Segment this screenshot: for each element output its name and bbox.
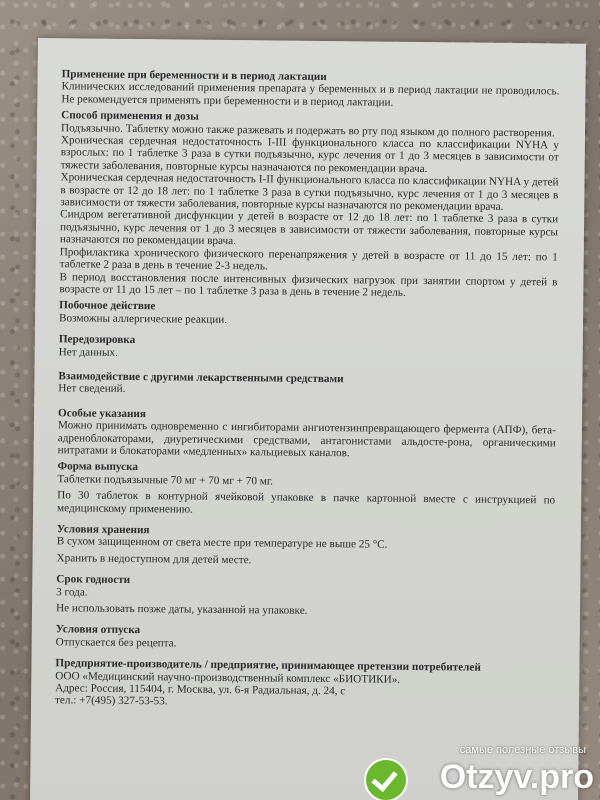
paragraph-manufacturer-address: Адрес: Россия, 115404, г. Москва, ул. 6-я Радиальная, д. 24, с [55, 682, 346, 698]
paragraph-pregnancy: Клинических исследований применения препарата у беременных и в период лактации не проводилось. Не рекомендуется применять при беременности и в период лактации. [61, 80, 560, 109]
leaflet-content [55, 68, 560, 712]
paragraph-release-form-1: Таблетки подъязычные 70 мг + 70 мг + 70 мг. [57, 473, 274, 488]
paragraph-dosage-2: Хроническая сердечная недостаточность I-III функционального класса по классификации NYHA у взрослых: по 1 таблетке 3 раза в сутки подъязычно, курс лечения от 1 до 3 месяцев в зависимости от тяжести заболевания, повторные курсы назначаются по рекомендации врача. [60, 134, 559, 175]
checkmark-icon [364, 758, 408, 800]
heading-dosage: Способ применения и дозы [61, 109, 199, 123]
paragraph-special-notes: Можно принимать одновременно с ингибиторами ангиотензинпревращающего фермента (АПФ), бета-адреноблокаторами, диуретическими средствами, антагонистами альдосте-рона, органическими нитратами и блокаторами «медленных» кальциевых каналов. [57, 419, 556, 460]
paragraph-overdose: Нет данных. [58, 345, 119, 359]
heading-pregnancy: Применение при беременности и в период лактации [61, 68, 327, 84]
paragraph-manufacturer-phone: тел.: +7(495) 327-53-53. [54, 694, 168, 708]
watermark-logo: Otzyv.pro [439, 758, 594, 796]
heading-dispensing: Условия отпуска [55, 623, 141, 637]
paragraph-manufacturer-name: ООО «Медицинский научно-производственный комплекс «БИОТИКИ». [55, 669, 401, 686]
heading-shelf-life: Срок годности [56, 573, 131, 587]
watermark-tagline: самые полезные отзывы [459, 744, 586, 756]
paragraph-shelf-life-1: 3 года. [56, 585, 88, 599]
heading-special-notes: Особые указания [58, 406, 146, 420]
heading-overdose: Передозировка [58, 333, 136, 347]
paragraph-storage-1: В сухом защищенном от света месте при температуре не выше 25 °С. [56, 535, 388, 552]
heading-side-effects: Побочное действие [59, 299, 156, 313]
site-watermark [360, 744, 600, 800]
heading-release-form: Форма выпуска [57, 460, 139, 474]
paragraph-dispensing: Отпускается без рецепта. [55, 636, 177, 650]
paragraph-dosage-3: Хроническая сердечная недостаточность I-II функционального класса по классификации NYHA у детей в возрасте от 12 до 18 лет: по 1 таблетке 3 раза в сутки подъязычно, курс лечения от 1 до 3 месяцев в зависимости от тяжести заболевания, повторные курсы назначаются по рекомендации врача. [60, 171, 559, 213]
paragraph-dosage-6: В период восстановления после интенсивных физических нагрузок при занятии спортом у детей в возрасте от 11 до 15 лет – по 1 таблетке 3 раза в день в течение 2 недель. [59, 270, 558, 299]
paragraph-side-effects: Возможны аллергические реакции. [59, 311, 228, 326]
paragraph-interactions: Нет сведений. [58, 382, 126, 396]
paragraph-dosage-5: Профилактика хронического физического перенапряжения у детей в возрасте от 11 до 15 лет: по 1 таблетке 2 раза в день в течение 2-3 недель. [59, 245, 558, 273]
leaflet-sheet [30, 38, 586, 800]
paragraph-dosage-1: Подъязычно. Таблетку можно также разжевать и подержать во рту под языком до полного растворения. [60, 121, 555, 140]
paragraph-release-form-2: По 30 таблеток в контурной ячейковой упаковке в пачке картонной вместе с инструкцией по медицинскому применению. [57, 489, 556, 516]
paragraph-dosage-4: Синдром вегетативной дисфункции у детей в возрасте от 12 до 18 лет: по 1 таблетке 3 раза в сутки подъязычно, курс лечения от 1 до 3 месяцев в зависимости от тяжести заболевания, повторные курсы назначаются по рекомендации врача. [59, 208, 559, 248]
heading-manufacturer: Предприятие-производитель / предприятие, принимающее претензии потребителей [55, 657, 481, 674]
paragraph-storage-2: Хранить в недоступном для детей месте. [56, 552, 252, 567]
heading-interactions: Взаимодействие с другими лекарственными средствами [58, 370, 344, 386]
paragraph-shelf-life-2: Не использовать позже даты, указанной на упаковке. [55, 602, 308, 617]
heading-storage: Условия хранения [56, 523, 150, 537]
